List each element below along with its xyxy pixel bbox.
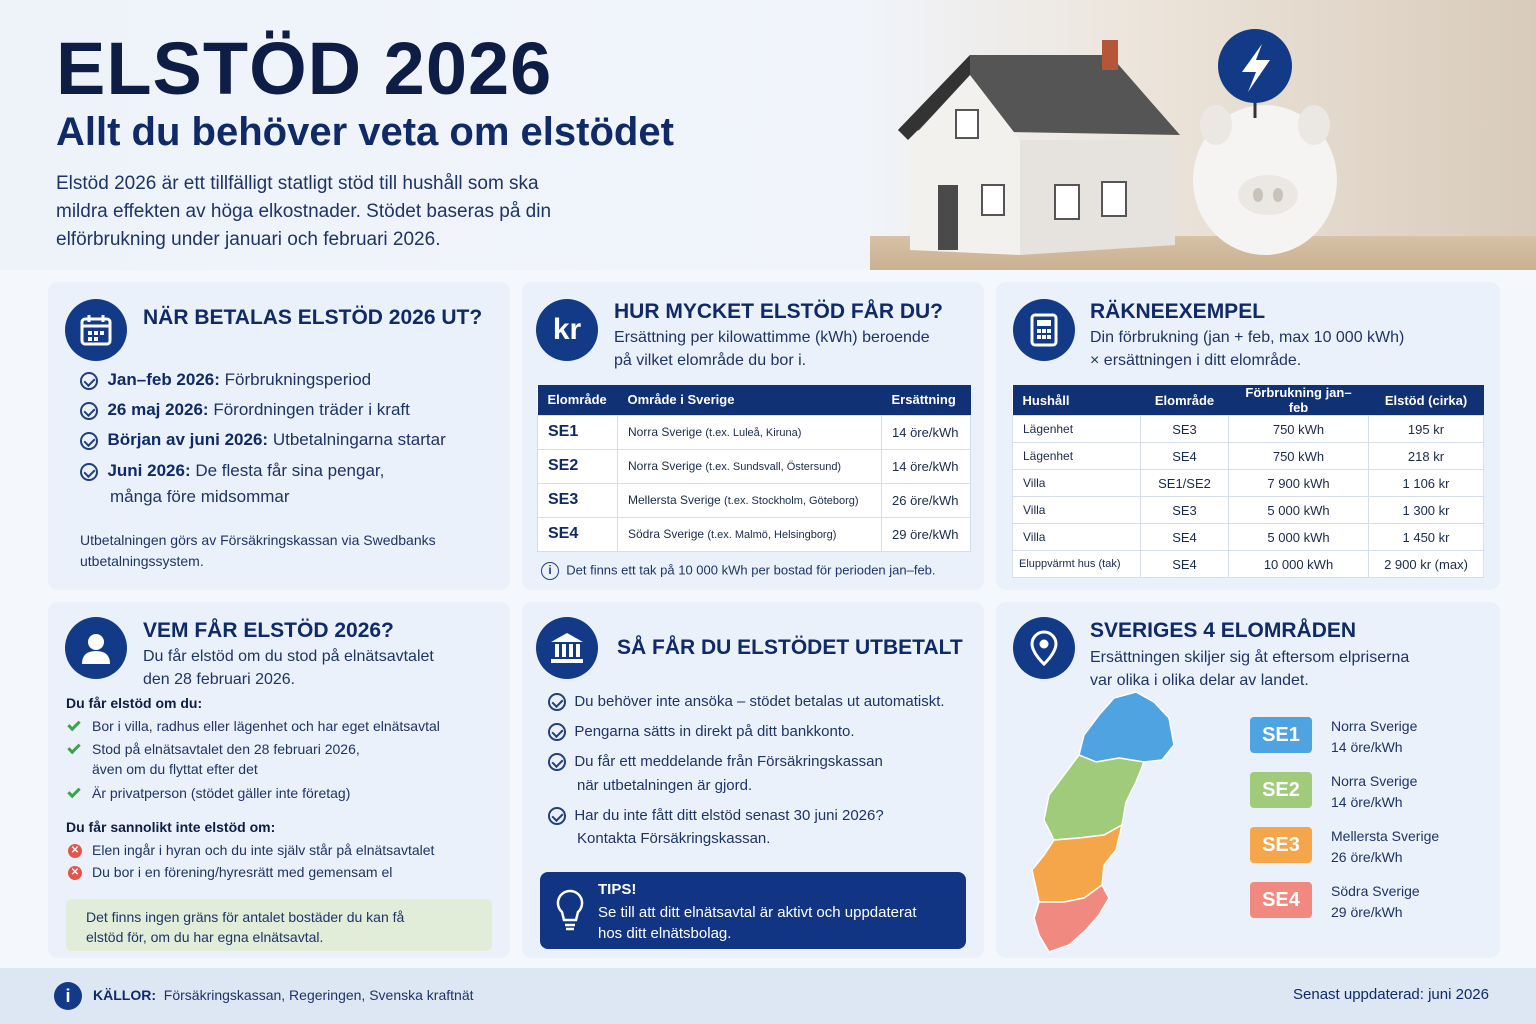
payout-item xyxy=(548,693,945,711)
hero-desc-line: Elstöd 2026 är ett tillfälligt statligt stöd till hushåll som ska xyxy=(56,173,539,194)
info-box-line: Det finns ingen gräns för antalet bostäder du kan få xyxy=(86,909,405,925)
red-x-icon: ✕ xyxy=(68,844,82,858)
timeline-date: 26 maj 2026: xyxy=(107,400,209,419)
not-eligible-title: Du får sannolikt inte elstöd om: xyxy=(66,819,276,835)
calculation-table xyxy=(1012,385,1484,578)
tips-line: hos ditt elnätsbolag. xyxy=(598,925,732,942)
card-heading: SÅ FÅR DU ELSTÖDET UTBETALT xyxy=(617,636,963,659)
house-and-piggy-bank-image xyxy=(870,0,1536,270)
timeline-text: De flesta får sina pengar, xyxy=(195,461,385,480)
zone-badge-se2: SE2 xyxy=(1250,772,1312,808)
table-row xyxy=(1013,497,1484,524)
column-header: Elområde xyxy=(538,385,618,415)
calendar-icon xyxy=(65,299,127,361)
timeline-item xyxy=(80,461,384,481)
timeline-text: Förordningen träder i kraft xyxy=(213,400,410,419)
sources xyxy=(93,987,474,1003)
person-icon xyxy=(65,617,127,679)
household-cell: Eluppvärmt hus (tak) xyxy=(1013,551,1141,578)
check-circle-icon xyxy=(80,463,98,481)
zone-cell: SE4 xyxy=(538,517,618,551)
rate-cell: 14 öre/kWh xyxy=(882,449,971,483)
eligible-text: Är privatperson (stödet gäller inte företag) xyxy=(92,785,351,801)
info-icon: i xyxy=(54,982,82,1010)
household-cell: Lägenhet xyxy=(1013,443,1141,470)
table-row xyxy=(1013,443,1484,470)
card-heading: SVERIGES 4 ELOMRÅDEN xyxy=(1090,619,1357,642)
timeline-date: Början av juni 2026: xyxy=(107,430,269,449)
not-eligible-text: Du bor i en förening/hyresrätt med gemensam el xyxy=(92,864,393,880)
zone-cell: SE3 xyxy=(1141,416,1229,443)
card-subtitle xyxy=(1090,646,1409,692)
check-circle-icon xyxy=(80,432,98,450)
table-row xyxy=(1013,470,1484,497)
column-header: Förbrukning jan–feb xyxy=(1229,385,1369,416)
zone-rate: 14 öre/kWh xyxy=(1331,739,1403,755)
bank-icon xyxy=(536,617,598,679)
hero-banner xyxy=(0,0,1536,270)
zone-name: Mellersta Sverige xyxy=(1331,828,1440,844)
payout-item xyxy=(548,753,883,771)
zone-rate: 26 öre/kWh xyxy=(1331,849,1403,865)
zone-badge-se3: SE3 xyxy=(1250,827,1312,863)
usage-cell: 7 900 kWh xyxy=(1229,470,1369,497)
support-cell: 1 300 kr xyxy=(1369,497,1484,524)
eligible-title: Du får elstöd om du: xyxy=(66,695,203,711)
support-cell: 218 kr xyxy=(1369,443,1484,470)
timeline-text: Utbetalningarna startar xyxy=(272,430,446,449)
zone-cell: SE2 xyxy=(538,449,618,483)
subtitle-line: Ersättningen skiljer sig åt eftersom elpriserna xyxy=(1090,649,1410,666)
rate-cell: 26 öre/kWh xyxy=(882,483,971,517)
check-circle-icon xyxy=(80,372,98,390)
usage-cell: 10 000 kWh xyxy=(1229,551,1369,578)
card-heading: NÄR BETALAS ELSTÖD 2026 UT? xyxy=(143,306,483,329)
region-example: (t.ex. Luleå, Kiruna) xyxy=(705,427,802,439)
eligible-text: Bor i villa, radhus eller lägenhet och har eget elnätsavtal xyxy=(92,718,440,734)
subtitle-line: Din förbrukning (jan + feb, max 10 000 kWh) xyxy=(1090,329,1405,346)
timeline-text: många före midsommar xyxy=(110,487,290,506)
support-cell: 1 106 kr xyxy=(1369,470,1484,497)
household-cell: Villa xyxy=(1013,497,1141,524)
card-heading: RÄKNEEXEMPEL xyxy=(1090,300,1266,323)
card-subtitle xyxy=(614,326,930,372)
eligible-item xyxy=(68,785,350,801)
zone-rate: 14 öre/kWh xyxy=(1331,794,1403,810)
zone-name: Norra Sverige xyxy=(1331,718,1418,734)
map-pin-icon xyxy=(1013,617,1075,679)
lightbulb-icon xyxy=(554,888,586,932)
usage-cell: 5 000 kWh xyxy=(1229,524,1369,551)
subtitle-line: var olika i olika delar av landet. xyxy=(1090,672,1309,689)
tips-text xyxy=(598,902,917,944)
region-example: (t.ex. Stockholm, Göteborg) xyxy=(724,495,859,507)
check-circle-icon xyxy=(80,402,98,420)
column-header: Ersättning xyxy=(882,385,971,415)
page-title: ELSTÖD 2026 xyxy=(56,27,553,110)
compensation-table xyxy=(537,385,971,552)
region-example: (t.ex. Sundsvall, Östersund) xyxy=(705,461,842,473)
not-eligible-item xyxy=(68,864,392,880)
table-row xyxy=(538,415,971,449)
cap-note-text: Det finns ett tak på 10 000 kWh per bostad för perioden jan–feb. xyxy=(566,562,936,578)
subtitle-line: × ersättningen i ditt elområde. xyxy=(1090,352,1302,369)
kr-icon-text: kr xyxy=(552,313,582,346)
sources-text: Försäkringskassan, Regeringen, Svenska kraftnät xyxy=(163,987,474,1003)
card-heading: HUR MYCKET ELSTÖD FÅR DU? xyxy=(614,300,943,323)
eligible-text: även om du flyttat efter det xyxy=(92,761,258,777)
zone-cell: SE4 xyxy=(1141,443,1229,470)
timeline-item xyxy=(80,400,410,420)
zone-rate: 29 öre/kWh xyxy=(1331,904,1403,920)
page-subtitle: Allt du behöver veta om elstödet xyxy=(56,110,674,154)
note-line: utbetalningssystem. xyxy=(80,553,204,569)
table-header-row xyxy=(1013,385,1484,416)
red-x-icon: ✕ xyxy=(68,866,82,880)
payout-text: när utbetalningen är gjord. xyxy=(577,777,753,794)
table-row xyxy=(538,517,971,551)
tips-box xyxy=(540,872,966,949)
zone-info xyxy=(1331,716,1417,758)
not-eligible-text: Elen ingår i hyran och du inte själv står på elnätsavtalet xyxy=(92,842,435,858)
subtitle-line: den 28 februari 2026. xyxy=(143,671,296,688)
info-icon: i xyxy=(541,562,559,580)
zone-info xyxy=(1331,771,1417,813)
note-line: Utbetalningen görs av Försäkringskassan via Swedbanks xyxy=(80,532,436,548)
check-circle-icon xyxy=(548,723,566,741)
timeline-item xyxy=(80,370,371,390)
zone-cell: SE1/SE2 xyxy=(1141,470,1229,497)
calculator-icon xyxy=(1013,299,1075,361)
tips-line: Se till att ditt elnätsavtal är aktivt och uppdaterat xyxy=(598,904,917,921)
usage-cell: 750 kWh xyxy=(1229,443,1369,470)
support-cell: 195 kr xyxy=(1369,416,1484,443)
household-cell: Villa xyxy=(1013,470,1141,497)
payout-item xyxy=(548,807,884,825)
support-cell: 1 450 kr xyxy=(1369,524,1484,551)
column-header: Elstöd (cirka) xyxy=(1369,385,1484,416)
tips-title: TIPS! xyxy=(598,881,637,898)
column-header: Hushåll xyxy=(1013,385,1141,416)
table-row xyxy=(1013,416,1484,443)
zone-badge-se1: SE1 xyxy=(1250,717,1312,753)
card-subtitle xyxy=(143,645,434,691)
footer xyxy=(0,968,1536,1024)
column-header: Område i Sverige xyxy=(618,385,882,415)
zone-cell: SE3 xyxy=(538,483,618,517)
zone-name: Södra Sverige xyxy=(1331,883,1420,899)
table-row xyxy=(1013,551,1484,578)
region-cell: Norra Sverige xyxy=(628,459,703,473)
payout-item xyxy=(548,723,855,741)
cap-note xyxy=(541,562,936,580)
region-cell: Norra Sverige xyxy=(628,425,703,439)
eligible-item xyxy=(68,741,360,757)
subtitle-line: Ersättning per kilowattimme (kWh) beroende xyxy=(614,329,930,346)
support-cell: 2 900 kr (max) xyxy=(1369,551,1484,578)
card-heading: VEM FÅR ELSTÖD 2026? xyxy=(143,619,394,642)
hero-desc-line: elförbrukning under januari och februari 2026. xyxy=(56,229,441,250)
timeline-date: Jan–feb 2026: xyxy=(107,370,220,389)
household-cell: Villa xyxy=(1013,524,1141,551)
subtitle-line: Du får elstöd om du stod på elnätsavtalet xyxy=(143,648,434,665)
rate-cell: 14 öre/kWh xyxy=(882,415,971,449)
eligible-item xyxy=(68,718,440,734)
payout-text: Kontakta Försäkringskassan. xyxy=(577,830,771,847)
region-cell: Mellersta Sverige xyxy=(628,493,721,507)
table-row xyxy=(538,483,971,517)
zone-name: Norra Sverige xyxy=(1331,773,1418,789)
info-box xyxy=(66,899,492,951)
payout-text: Har du inte fått ditt elstöd senast 30 juni 2026? xyxy=(574,807,884,824)
timeline-item xyxy=(80,430,446,450)
green-check-icon xyxy=(67,741,80,754)
green-check-icon xyxy=(67,785,80,798)
zone-badge-se4: SE4 xyxy=(1250,882,1312,918)
not-eligible-item xyxy=(68,842,434,858)
payout-text: Du behöver inte ansöka – stödet betalas ut automatiskt. xyxy=(574,693,945,710)
usage-cell: 5 000 kWh xyxy=(1229,497,1369,524)
zone-info xyxy=(1331,881,1420,923)
sources-label: KÄLLOR: xyxy=(93,987,156,1003)
table-header-row xyxy=(538,385,971,415)
subtitle-line: på vilket elområde du bor i. xyxy=(614,352,807,369)
column-header: Elområde xyxy=(1141,385,1229,416)
region-cell: Södra Sverige xyxy=(628,527,705,541)
check-circle-icon xyxy=(548,693,566,711)
usage-cell: 750 kWh xyxy=(1229,416,1369,443)
zone-cell: SE4 xyxy=(1141,551,1229,578)
timeline-text: Förbrukningsperiod xyxy=(224,370,372,389)
payout-text: Du får ett meddelande från Försäkringskassan xyxy=(574,753,883,770)
timeline-date: Juni 2026: xyxy=(107,461,191,480)
check-circle-icon xyxy=(548,753,566,771)
payment-note xyxy=(80,530,436,572)
rate-cell: 29 öre/kWh xyxy=(882,517,971,551)
table-row xyxy=(538,449,971,483)
check-circle-icon xyxy=(548,807,566,825)
region-example: (t.ex. Malmö, Helsingborg) xyxy=(707,529,837,541)
card-subtitle xyxy=(1090,326,1404,372)
zone-info xyxy=(1331,826,1439,868)
info-box-line: elstöd för, om du har egna elnätsavtal. xyxy=(86,929,324,945)
zone-cell: SE1 xyxy=(538,415,618,449)
eligible-text: Stod på elnätsavtalet den 28 februari 2026, xyxy=(92,741,360,757)
zone-cell: SE4 xyxy=(1141,524,1229,551)
table-row xyxy=(1013,524,1484,551)
household-cell: Lägenhet xyxy=(1013,416,1141,443)
green-check-icon xyxy=(67,718,80,731)
zone-cell: SE3 xyxy=(1141,497,1229,524)
payout-text: Pengarna sätts in direkt på ditt bankkonto. xyxy=(574,723,855,740)
last-updated: Senast uppdaterad: juni 2026 xyxy=(1293,986,1489,1003)
hero-desc-line: mildra effekten av höga elkostnader. Stödet baseras på din xyxy=(56,201,552,222)
sweden-zones-map xyxy=(1024,690,1184,955)
hero-description xyxy=(56,170,596,254)
kr-icon xyxy=(536,299,598,361)
